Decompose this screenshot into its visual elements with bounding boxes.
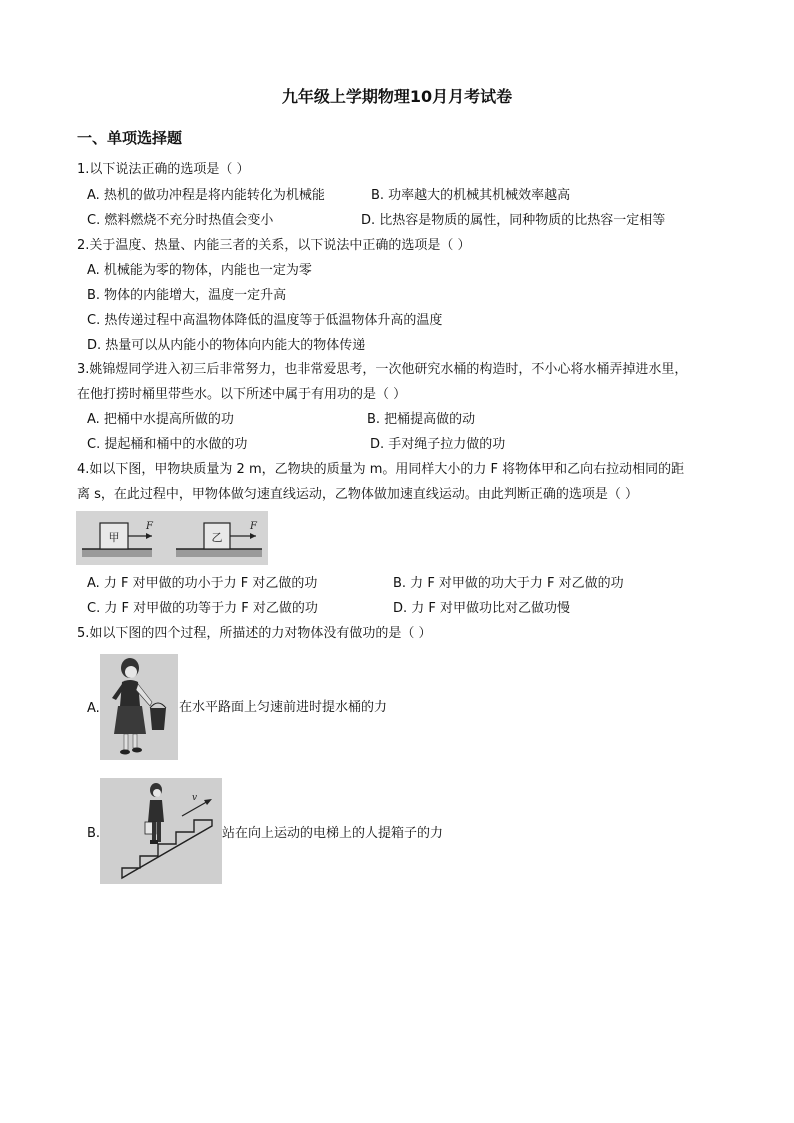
question-4-stem-line-2: 离 s，在此过程中，甲物体做匀速直线运动，乙物体做加速直线运动。由此判断正确的选项是（ ） bbox=[77, 487, 639, 502]
question-4-option-d: D. 力 F 对甲做功比对乙做功慢 bbox=[393, 601, 571, 616]
question-2-stem: 2.关于温度、热量、内能三者的关系，以下说法中正确的选项是（ ） bbox=[77, 238, 471, 253]
block-yi-label: 乙 bbox=[211, 531, 223, 544]
question-3-stem-line-1: 3.姚锦煜同学进入初三后非常努力，也非常爱思考，一次他研究水桶的构造时，不小心将水桶弄掉进水里， bbox=[77, 362, 688, 377]
force-label-2: F bbox=[250, 521, 257, 532]
question-2-option-d: D. 热量可以从内能小的物体向内能大的物体传递 bbox=[87, 338, 366, 353]
block-jia-label: 甲 bbox=[108, 531, 120, 544]
section-heading: 一、单项选择题 bbox=[77, 129, 183, 147]
question-5-figure-a bbox=[100, 654, 178, 760]
question-1-option-a: A. 热机的做功冲程是将内能转化为机械能 bbox=[87, 188, 325, 203]
page-title: 九年级上学期物理10月月考试卷 bbox=[281, 87, 513, 106]
question-3-option-b: B. 把桶提高做的动 bbox=[367, 412, 476, 427]
question-3-stem-line-2: 在他打捞时桶里带些水。以下所述中属于有用功的是（ ） bbox=[77, 387, 407, 402]
question-1-stem: 1.以下说法正确的选项是（ ） bbox=[77, 162, 250, 177]
person-carrying-bucket-illustration bbox=[100, 654, 178, 760]
question-2-option-b: B. 物体的内能增大，温度一定升高 bbox=[87, 288, 287, 303]
question-4-option-c: C. 力 F 对甲做的功等于力 F 对乙做的功 bbox=[87, 601, 318, 616]
question-1-option-d: D. 比热容是物质的属性，同种物质的比热容一定相等 bbox=[361, 213, 666, 228]
question-4-option-b: B. 力 F 对甲做的功大于力 F 对乙做的功 bbox=[393, 576, 624, 591]
question-4-option-a: A. 力 F 对甲做的功小于力 F 对乙做的功 bbox=[87, 576, 318, 591]
escalator-person-illustration bbox=[100, 778, 222, 884]
question-1-option-b: B. 功率越大的机械其机械效率越高 bbox=[371, 188, 571, 203]
question-5-option-a-text: 在水平路面上匀速前进时提水桶的力 bbox=[179, 700, 388, 715]
question-5-stem: 5.如以下图的四个过程，所描述的力对物体没有做功的是（ ） bbox=[77, 626, 432, 641]
question-2-option-c: C. 热传递过程中高温物体降低的温度等于低温物体升高的温度 bbox=[87, 313, 443, 328]
question-1-option-c: C. 燃料燃烧不充分时热值会变小 bbox=[87, 213, 274, 228]
question-2-option-a: A. 机械能为零的物体，内能也一定为零 bbox=[87, 263, 312, 278]
force-label-1: F bbox=[146, 521, 153, 532]
question-5-option-b-text: 站在向上运动的电梯上的人提箱子的力 bbox=[222, 826, 444, 841]
question-4-figure bbox=[76, 511, 268, 565]
question-3-option-a: A. 把桶中水提高所做的功 bbox=[87, 412, 234, 427]
blocks-diagram bbox=[76, 511, 268, 565]
question-4-stem-line-1: 4.如以下图，甲物块质量为 2 m，乙物块的质量为 m。用同样大小的力 F 将物体甲和乙向右拉动相同的距 bbox=[77, 462, 685, 477]
question-3-option-c: C. 提起桶和桶中的水做的功 bbox=[87, 437, 248, 452]
question-5-figure-b bbox=[100, 778, 222, 884]
ground-right bbox=[176, 549, 262, 557]
velocity-label: v bbox=[192, 793, 198, 803]
ground-left bbox=[82, 549, 152, 557]
question-5-option-b-letter: B. bbox=[87, 826, 101, 841]
question-3-option-d: D. 手对绳子拉力做的功 bbox=[370, 437, 506, 452]
question-5-option-a-letter: A. bbox=[87, 701, 100, 716]
